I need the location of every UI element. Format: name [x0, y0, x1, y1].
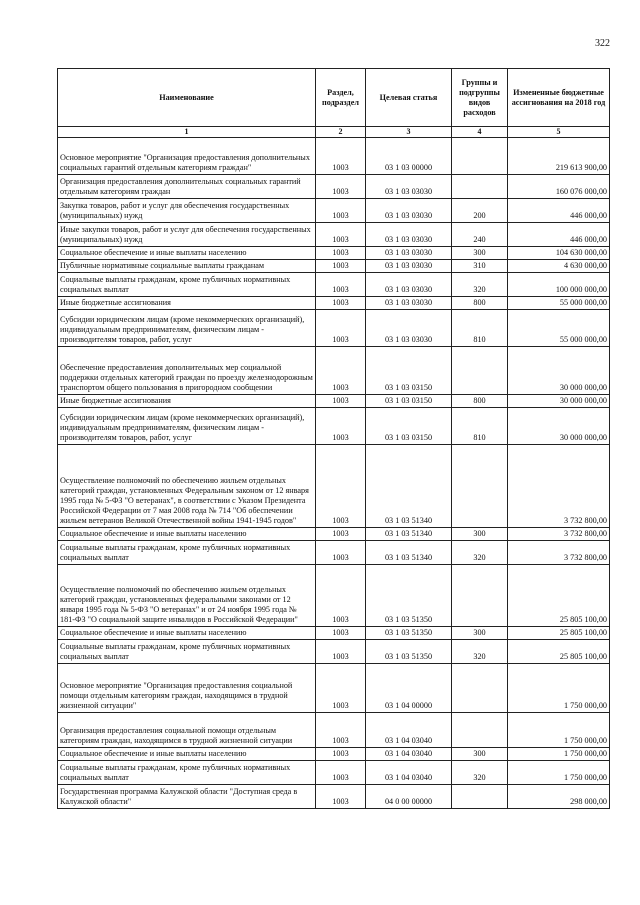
table-row: [58, 272, 610, 296]
table-row: [58, 527, 610, 540]
row-section: 1003: [316, 394, 366, 407]
row-section: 1003: [316, 564, 366, 626]
row-name: Социальное обеспечение и иные выплаты населению: [58, 747, 316, 760]
table-body: [58, 137, 610, 808]
row-name: Осуществление полномочий по обеспечению жильем отдельных категорий граждан, установленных Федеральным законом от 12 января 1995 года № 5-ФЗ "О ветеранах", в соответствии с Указом Президента Российской Федерации от 7 мая 2008 года № 714 "Об обеспечении жильем ветеранов Великой Отечественной войны 1941-1945 годов": [58, 444, 316, 527]
row-section: 1003: [316, 444, 366, 527]
table-row: [58, 784, 610, 808]
row-amount: 298 000,00: [508, 784, 610, 808]
row-group: [452, 564, 508, 626]
table-row: [58, 259, 610, 272]
row-amount: 1 750 000,00: [508, 747, 610, 760]
row-section: 1003: [316, 174, 366, 198]
table-row: [58, 246, 610, 259]
table-row: [58, 222, 610, 246]
table-row: [58, 663, 610, 712]
row-amount: 25 805 100,00: [508, 564, 610, 626]
table-row: [58, 309, 610, 346]
row-amount: 30 000 000,00: [508, 394, 610, 407]
row-section: 1003: [316, 198, 366, 222]
row-section: 1003: [316, 747, 366, 760]
row-name: Социальные выплаты гражданам, кроме публичных нормативных социальных выплат: [58, 760, 316, 784]
row-target: 03 1 03 51350: [366, 564, 452, 626]
row-group: 320: [452, 272, 508, 296]
header-amount: Измененные бюджетные ассигнования на 2018 год: [508, 69, 610, 127]
row-amount: 30 000 000,00: [508, 407, 610, 444]
table-row: [58, 444, 610, 527]
row-amount: 1 750 000,00: [508, 760, 610, 784]
row-group: 800: [452, 296, 508, 309]
row-group: [452, 784, 508, 808]
row-section: 1003: [316, 784, 366, 808]
row-group: [452, 174, 508, 198]
row-group: 310: [452, 259, 508, 272]
row-name: Иные закупки товаров, работ и услуг для обеспечения государственных (муниципальных) нужд: [58, 222, 316, 246]
row-target: 03 1 03 03030: [366, 174, 452, 198]
row-name: Социальные выплаты гражданам, кроме публичных нормативных социальных выплат: [58, 639, 316, 663]
column-number: 5: [508, 127, 610, 138]
table-row: [58, 137, 610, 174]
row-section: 1003: [316, 259, 366, 272]
table-row: [58, 346, 610, 394]
row-section: 1003: [316, 272, 366, 296]
row-section: 1003: [316, 639, 366, 663]
row-name: Закупка товаров, работ и услуг для обеспечения государственных (муниципальных) нужд: [58, 198, 316, 222]
column-number-row: [58, 127, 610, 138]
row-section: 1003: [316, 407, 366, 444]
row-amount: 30 000 000,00: [508, 346, 610, 394]
row-name: Социальное обеспечение и иные выплаты населению: [58, 626, 316, 639]
row-target: 03 1 03 03030: [366, 296, 452, 309]
table-row: [58, 407, 610, 444]
row-amount: 3 732 800,00: [508, 540, 610, 564]
row-name: Организация предоставления дополнительных социальных гарантий отдельным категориям граждан: [58, 174, 316, 198]
row-name: Осуществление полномочий по обеспечению жильем отдельных категорий граждан, установленных федеральными законами от 12 января 1995 года № 5-ФЗ "О ветеранах" и от 24 ноября 1995 года № 181-ФЗ "О социальной защите инвалидов в Российской Федерации": [58, 564, 316, 626]
row-amount: 25 805 100,00: [508, 626, 610, 639]
column-number: 2: [316, 127, 366, 138]
row-amount: 219 613 900,00: [508, 137, 610, 174]
row-name: Государственная программа Калужской области "Доступная среда в Калужской области": [58, 784, 316, 808]
header-row: [58, 69, 610, 127]
row-group: 300: [452, 626, 508, 639]
row-amount: 55 000 000,00: [508, 296, 610, 309]
row-group: 320: [452, 639, 508, 663]
row-target: 04 0 00 00000: [366, 784, 452, 808]
table-row: [58, 712, 610, 747]
row-amount: 3 732 800,00: [508, 444, 610, 527]
row-group: [452, 137, 508, 174]
row-target: 03 1 03 03030: [366, 272, 452, 296]
header-groups: Группы и подгруппы видов расходов: [452, 69, 508, 127]
header-target: Целевая статья: [366, 69, 452, 127]
row-group: 810: [452, 309, 508, 346]
row-name: Иные бюджетные ассигнования: [58, 394, 316, 407]
row-section: 1003: [316, 346, 366, 394]
row-amount: 3 732 800,00: [508, 527, 610, 540]
row-target: 03 1 03 03150: [366, 407, 452, 444]
row-section: 1003: [316, 222, 366, 246]
column-number: 1: [58, 127, 316, 138]
table-row: [58, 639, 610, 663]
row-amount: 100 000 000,00: [508, 272, 610, 296]
row-group: 200: [452, 198, 508, 222]
row-amount: 55 000 000,00: [508, 309, 610, 346]
table-row: [58, 540, 610, 564]
row-section: 1003: [316, 663, 366, 712]
row-target: 03 1 04 03040: [366, 712, 452, 747]
table-row: [58, 174, 610, 198]
row-amount: 1 750 000,00: [508, 663, 610, 712]
row-section: 1003: [316, 540, 366, 564]
row-group: 810: [452, 407, 508, 444]
row-name: Иные бюджетные ассигнования: [58, 296, 316, 309]
row-name: Социальное обеспечение и иные выплаты населению: [58, 246, 316, 259]
row-name: Субсидии юридическим лицам (кроме некоммерческих организаций), индивидуальным предпринимателям, физическим лицам - производителям товаров, работ, услуг: [58, 407, 316, 444]
row-amount: 25 805 100,00: [508, 639, 610, 663]
row-amount: 446 000,00: [508, 198, 610, 222]
row-name: Основное мероприятие "Организация предоставления социальной помощи отдельным категориям граждан, находящимся в трудной жизненной ситуации": [58, 663, 316, 712]
row-section: 1003: [316, 246, 366, 259]
table-row: [58, 198, 610, 222]
page-number: 322: [595, 38, 610, 49]
row-name: Основное мероприятие "Организация предоставления дополнительных социальных гарантий отдельным категориям граждан": [58, 137, 316, 174]
row-name: Обеспечение предоставления дополнительных мер социальной поддержки отдельных категорий граждан по проезду железнодорожным транспортом общего пользования в пригородном сообщении: [58, 346, 316, 394]
header-name: Наименование: [58, 69, 316, 127]
table-row: [58, 747, 610, 760]
row-target: 03 1 03 51350: [366, 639, 452, 663]
row-group: [452, 663, 508, 712]
table-row: [58, 760, 610, 784]
table-row: [58, 626, 610, 639]
row-target: 03 1 03 51340: [366, 540, 452, 564]
row-group: [452, 712, 508, 747]
row-target: 03 1 03 03150: [366, 394, 452, 407]
row-group: 300: [452, 527, 508, 540]
row-target: 03 1 03 03030: [366, 222, 452, 246]
header-section: Раздел, подраздел: [316, 69, 366, 127]
row-name: Социальные выплаты гражданам, кроме публичных нормативных социальных выплат: [58, 272, 316, 296]
table-row: [58, 296, 610, 309]
row-section: 1003: [316, 712, 366, 747]
row-target: 03 1 04 00000: [366, 663, 452, 712]
table-row: [58, 564, 610, 626]
row-target: 03 1 03 03030: [366, 246, 452, 259]
row-target: 03 1 03 03030: [366, 259, 452, 272]
row-section: 1003: [316, 137, 366, 174]
row-name: Социальные выплаты гражданам, кроме публичных нормативных социальных выплат: [58, 540, 316, 564]
row-amount: 104 630 000,00: [508, 246, 610, 259]
column-number: 4: [452, 127, 508, 138]
row-group: 300: [452, 747, 508, 760]
row-group: 800: [452, 394, 508, 407]
row-name: Социальное обеспечение и иные выплаты населению: [58, 527, 316, 540]
row-section: 1003: [316, 296, 366, 309]
row-section: 1003: [316, 626, 366, 639]
row-group: 240: [452, 222, 508, 246]
row-group: 300: [452, 246, 508, 259]
row-name: Организация предоставления социальной помощи отдельным категориям граждан, находящимся в трудной жизненной ситуации: [58, 712, 316, 747]
column-number: 3: [366, 127, 452, 138]
row-group: 320: [452, 760, 508, 784]
row-amount: 1 750 000,00: [508, 712, 610, 747]
row-amount: 446 000,00: [508, 222, 610, 246]
row-amount: 4 630 000,00: [508, 259, 610, 272]
row-target: 03 1 03 51350: [366, 626, 452, 639]
row-name: Субсидии юридическим лицам (кроме некоммерческих организаций), индивидуальным предпринимателям, физическим лицам - производителям товаров, работ, услуг: [58, 309, 316, 346]
row-target: 03 1 03 03030: [366, 198, 452, 222]
row-section: 1003: [316, 309, 366, 346]
row-target: 03 1 03 51340: [366, 444, 452, 527]
table-row: [58, 394, 610, 407]
row-group: [452, 346, 508, 394]
row-name: Публичные нормативные социальные выплаты гражданам: [58, 259, 316, 272]
row-section: 1003: [316, 760, 366, 784]
row-target: 03 1 03 03030: [366, 309, 452, 346]
row-target: 03 1 03 03150: [366, 346, 452, 394]
row-target: 03 1 03 00000: [366, 137, 452, 174]
budget-table: [57, 68, 610, 809]
row-group: 320: [452, 540, 508, 564]
row-group: [452, 444, 508, 527]
row-section: 1003: [316, 527, 366, 540]
row-amount: 160 076 000,00: [508, 174, 610, 198]
row-target: 03 1 04 03040: [366, 760, 452, 784]
row-target: 03 1 03 51340: [366, 527, 452, 540]
row-target: 03 1 04 03040: [366, 747, 452, 760]
